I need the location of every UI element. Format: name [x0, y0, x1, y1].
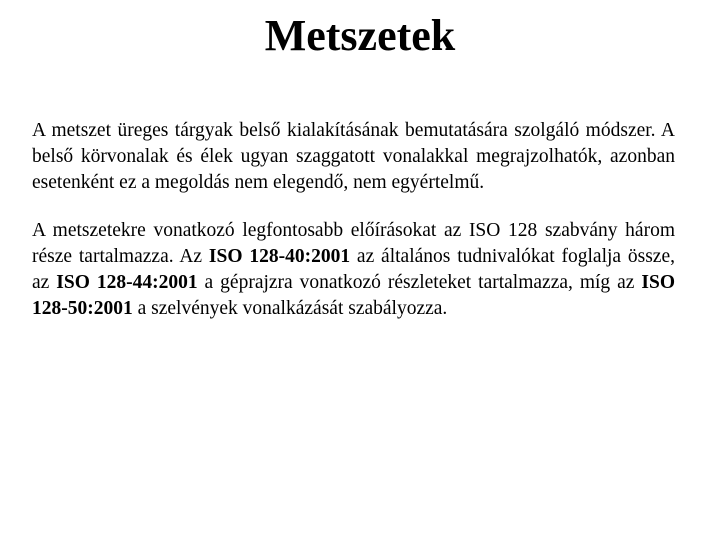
slide-body [32, 118, 675, 322]
standard-iso-128-50: ISO 128-50:2001 [32, 272, 676, 319]
paragraph-standards-text-2: az általános tudnivalókat foglalja össze, az [32, 246, 675, 293]
paragraph-standards-text-3: a géprajzra vonatkozó részleteket tartalmazza, míg az [197, 272, 642, 293]
paragraph-intro: A metszet üreges tárgyak belső kialakításának bemutatására szolgáló módszer. A belső körvonalak és élek ugyan szaggatott vonalakkal megrajzolhatók, azonban esetenként ez a megoldás nem elegendő, nem egyértelmű. [32, 120, 675, 193]
slide-title: Metszetek [264, 11, 456, 60]
paragraph-standards [32, 218, 675, 322]
paragraph-standards-text-4: a szelvények vonalkázását szabályozza. [132, 298, 448, 319]
paragraph-standards-text-1: A metszetekre vonatkozó legfontosabb előírásokat az ISO 128 szabvány három része tartalmazza. Az [32, 220, 675, 267]
standard-iso-128-40: ISO 128-40:2001 [208, 246, 351, 267]
standard-iso-128-44: ISO 128-44:2001 [56, 272, 198, 293]
